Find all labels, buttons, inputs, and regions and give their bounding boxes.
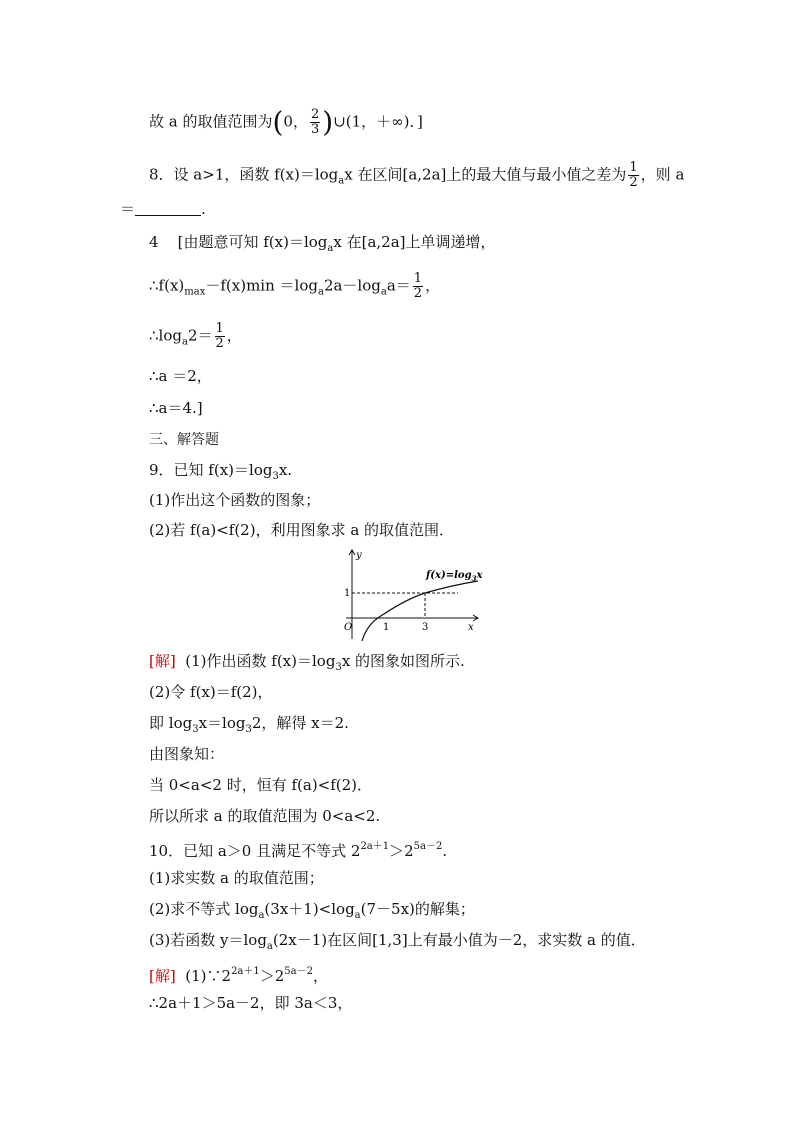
log-curve (362, 581, 478, 641)
curve-label-end: x (476, 570, 483, 581)
text: 故 a 的取值范围为 (149, 112, 273, 131)
text: . (442, 842, 448, 860)
text: ∴log (149, 326, 182, 345)
subscript: 3 (272, 471, 279, 482)
fraction (413, 272, 423, 301)
q9-solution-line6: 所以所求 a 的取值范围为 0<a<2. (149, 807, 381, 825)
text: 10．已知 a＞0 且满足不等式 2 (149, 842, 361, 860)
text: (1)作出函数 f(x)＝log (185, 652, 336, 670)
numerator: 2 (310, 107, 320, 122)
text: ∪(1，＋∞)．] (333, 112, 423, 131)
q8-solution-line4: ∴a ＝2， (149, 367, 212, 385)
q9-solution-line3 (149, 713, 349, 740)
solution-tag: [解] (149, 967, 176, 985)
q9-solution-line1 (149, 651, 465, 678)
curve-label (425, 570, 483, 583)
answer: 4 (149, 233, 159, 251)
numerator: 1 (413, 271, 423, 286)
fraction (310, 108, 320, 137)
q8-solution-line3 (149, 322, 242, 353)
subscript: a (317, 286, 324, 298)
left-paren: ( (272, 105, 284, 139)
text: 即 log (149, 714, 193, 732)
superscript: 5a－2 (413, 841, 443, 852)
denominator: 3 (310, 122, 320, 137)
text: 8．设 a>1，函数 f(x)＝log (149, 165, 339, 184)
y-label: y (356, 550, 362, 561)
subscript: a (266, 941, 273, 952)
text: (2)求不等式 log (149, 900, 259, 918)
superscript: 2a＋1 (231, 966, 260, 977)
q8-answer-blank-line (120, 199, 206, 219)
q10-part1: (1)求实数 a 的取值范围； (149, 869, 324, 887)
q8-solution-line1 (149, 232, 496, 259)
q9-part1: (1)作出这个函数的图象； (149, 491, 321, 509)
text: ，则 a (640, 165, 685, 184)
text: x. (278, 461, 293, 479)
text: ＝ (120, 200, 136, 218)
superscript: 2a＋1 (360, 841, 390, 852)
q10-part3 (149, 930, 646, 957)
x-label: x (468, 622, 474, 633)
text: x＝log (198, 714, 246, 732)
subscript: 3 (192, 724, 199, 735)
text: ， (425, 276, 441, 295)
subscript: 3 (245, 724, 252, 735)
section-heading: 三、解答题 (149, 432, 219, 448)
log-function-graph (338, 546, 484, 646)
text: ∴f(x) (149, 276, 185, 295)
text: ＞2 (259, 967, 285, 985)
text: (3x＋1)<log (264, 900, 355, 918)
origin-label: O (344, 622, 353, 633)
subscript: 3 (335, 662, 342, 673)
answer-blank (135, 201, 201, 216)
text: (2x－1)在区间[1,3]上有最小值为－2，求实数 a 的值． (272, 931, 646, 949)
text: 9．已知 f(x)＝log (149, 461, 273, 479)
text: (7－5x)的解集； (360, 900, 475, 918)
q9-solution-line4: 由图象知： (149, 745, 225, 763)
text: 2a－log (323, 276, 381, 295)
q10-solution-line1 (149, 962, 328, 986)
curve-label-text: f(x)=log (426, 570, 472, 581)
curve-label-sub: 3 (471, 574, 477, 583)
text: [由题意可知 f(x)＝log (177, 233, 328, 251)
q10-part2 (149, 899, 475, 926)
text: 2＝ (187, 326, 213, 345)
tick-x3: 3 (422, 622, 429, 633)
q9-stem (149, 460, 292, 487)
right-paren: ) (322, 105, 334, 139)
q9-part2: (2)若 f(a)<f(2)，利用图象求 a 的取值范围． (149, 521, 455, 539)
text: (1)∵2 (185, 967, 232, 985)
q8-stem (149, 161, 684, 192)
denominator: 2 (215, 336, 224, 351)
text: x 在区间[a,2a]上的最大值与最小值之差为 (344, 165, 627, 184)
denominator: 2 (629, 175, 638, 190)
numerator: 1 (215, 321, 224, 336)
subscript: a (327, 243, 334, 254)
text: ， (312, 967, 328, 985)
text: ＞2 (389, 842, 414, 860)
tick-x1: 1 (383, 622, 390, 633)
text: －f(x)min ＝log (205, 276, 318, 295)
subscript: a (380, 286, 387, 298)
q9-solution-line2: (2)令 f(x)＝f(2)， (149, 683, 273, 701)
text: x 在[a,2a]上单调递增， (333, 233, 496, 251)
q8-solution-line2 (149, 272, 440, 303)
subscript: max (184, 286, 206, 298)
text: a＝ (386, 276, 411, 295)
q10-stem (149, 837, 447, 861)
subscript: a (338, 175, 345, 187)
subscript: a (258, 910, 265, 921)
superscript: 5a－2 (284, 966, 313, 977)
text: . (201, 200, 206, 218)
text: 2，解得 x＝2. (251, 714, 349, 732)
denominator: 2 (413, 286, 423, 301)
q9-solution-line5: 当 0<a<2 时，恒有 f(a)<f(2)． (149, 776, 373, 794)
text: 0， (283, 112, 308, 131)
fraction (628, 161, 638, 190)
text: (3)若函数 y＝log (149, 931, 267, 949)
text: x 的图象如图所示. (341, 652, 465, 670)
text: ， (226, 326, 242, 345)
tick-y1: 1 (344, 588, 351, 599)
subscript: a (354, 910, 361, 921)
solution-tag: [解] (149, 652, 176, 670)
q7-range-conclusion (149, 105, 423, 139)
fraction (215, 322, 225, 351)
numerator: 1 (629, 160, 638, 175)
subscript: a (181, 336, 188, 348)
q8-solution-line5: ∴a＝4.] (149, 399, 203, 417)
q10-solution-line2: ∴2a＋1＞5a－2，即 3a＜3， (149, 994, 353, 1012)
